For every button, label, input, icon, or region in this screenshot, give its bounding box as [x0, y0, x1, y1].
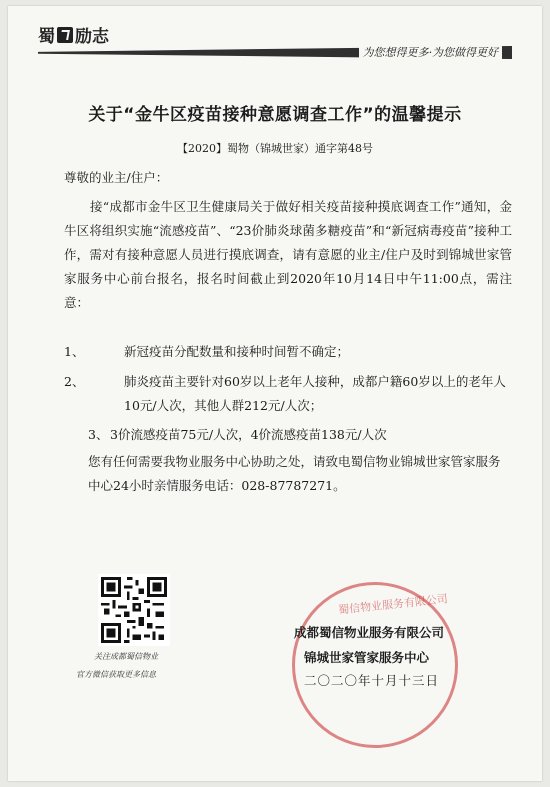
paragraph-main: 接“成都市金牛区卫生健康局关于做好相关疫苗接种摸底调查工作”通知，金牛区将组织实施“流感疫苗”、“23价肺炎球菌多糖疫苗”和“新冠病毒疫苗”接种工作，需对有接种意愿人员进行摸底调查，请有意愿的业主/住户及时到锦城世家管家服务中心前台报名，报名时间截止到2020年10月14日中午11:00点，需注意：: [64, 199, 512, 310]
logo-mark-icon: [57, 27, 73, 43]
qr-caption-wechat: 官方微信获取更多信息: [76, 670, 156, 679]
list-item-number: 2、: [64, 374, 85, 389]
logo-text-left: 蜀: [38, 27, 55, 47]
letterhead: [8, 6, 542, 64]
list-item-text: 肺炎疫苗主要针对60岁以上老年人接种，成都户籍60岁以上的老年人10元/人次，其他人群212元/人次；: [124, 374, 506, 413]
slogan: 为您想得更多·为您做得更好: [359, 44, 503, 60]
signature-company: 成都蜀信物业服务有限公司: [294, 625, 445, 640]
seal-text: 蜀信物业服务有限公司: [337, 592, 449, 617]
logo-text-right: 励志: [75, 27, 109, 47]
list-item-number: 3、: [88, 427, 109, 442]
company-logo: [38, 22, 109, 47]
notice-title: 关于“金牛区疫苗接种意愿调查工作”的温馨提示: [88, 105, 462, 125]
signature-date: 二〇二〇年十月十三日: [304, 673, 440, 688]
greeting: 尊敬的业主/住户：: [64, 170, 169, 185]
list-item-text: 3价流感疫苗75元/人次，4价流感疫苗138元/人次: [110, 427, 387, 442]
list-item-number: 1、: [64, 344, 85, 359]
qr-caption-follow: 关注成都蜀信物业: [94, 652, 158, 661]
signature-center: 锦城世家管家服务中心: [304, 650, 430, 665]
list-item-text: 新冠疫苗分配数量和接种时间暂不确定；: [124, 344, 350, 359]
document-page: [8, 6, 542, 781]
document-number: 【2020】蜀物（锦城世家）通字第48号: [177, 142, 373, 155]
qr-code: [98, 574, 170, 646]
paragraph-contact: 您有任何需要我物业服务中心协助之处，请致电蜀信物业锦城世家管家服务中心24小时亲情服务电话：028-87787271。: [88, 454, 501, 493]
